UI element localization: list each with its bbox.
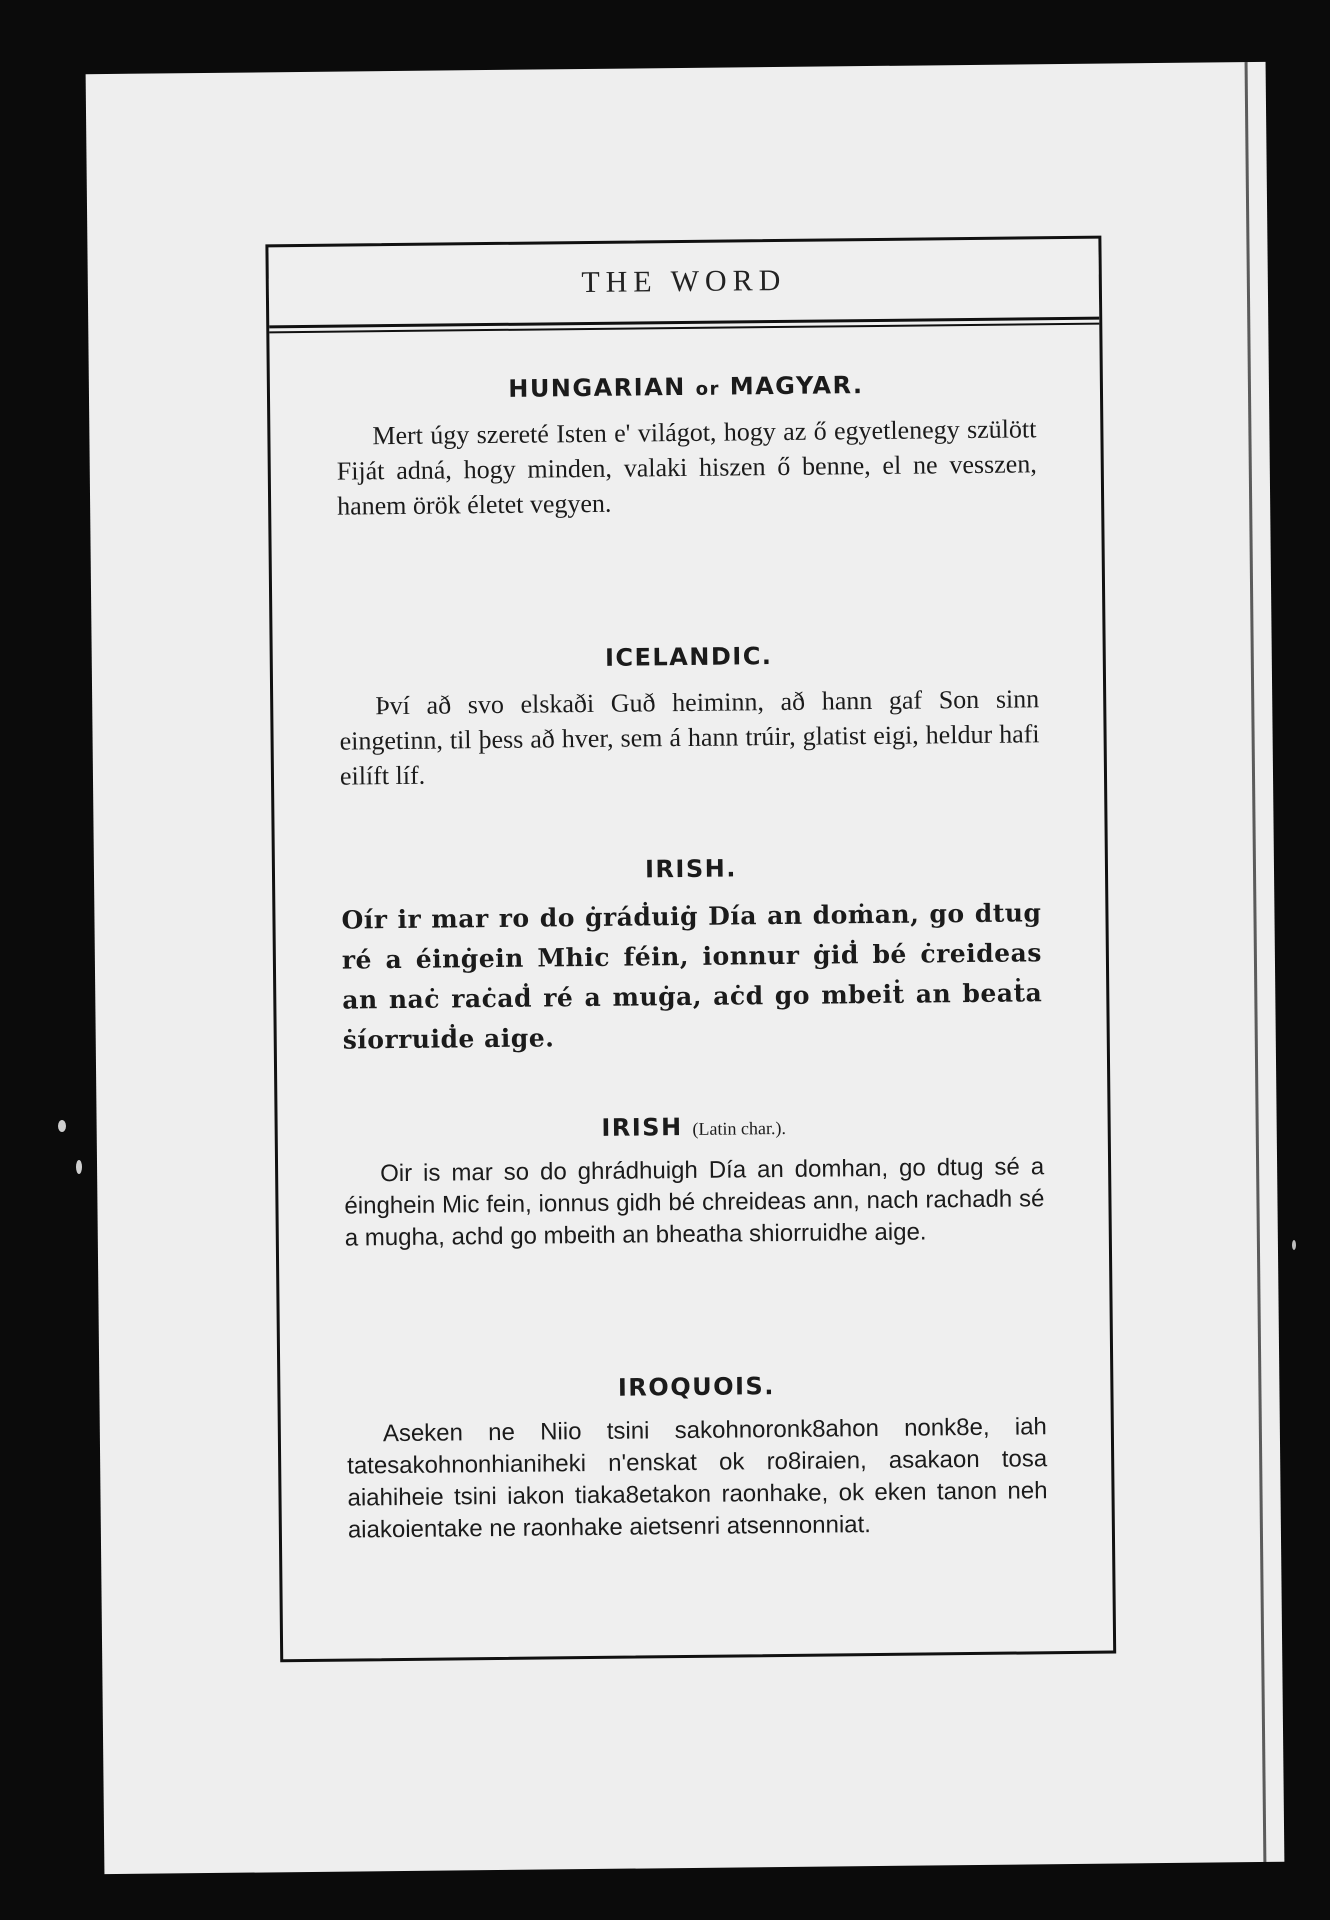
- section-irish-latin: [344, 1109, 1045, 1254]
- section-heading: IRISH.: [644, 854, 738, 884]
- section-heading: [336, 369, 1036, 404]
- section-text: Mert úgy szereté Isten e' világot, hogy az ő egyetlenegy szülött Fiját adná, hogy minden, valaki hiszen ő benne, el ne vesszen, hanem örök életet vegyen.: [336, 414, 1037, 521]
- running-title: THE WORD: [581, 263, 787, 300]
- section-text: Aseken ne Niio tsini sakohnoronk8ahon nonk8e, iah tatesakohnonhianiheki n'enskat ok ro8iraien, asakaon tosa aiahiheie tsini iakon tiaka8etakon raonhake, ok eken tanon neh aiakoientake ne raonhake aietsenri atsennonniat.: [347, 1413, 1048, 1544]
- section-heading: ICELANDIC.: [604, 642, 773, 672]
- scan-speck: [58, 1120, 66, 1132]
- section-hungarian: [336, 369, 1038, 523]
- page-edge-shadow: [1245, 62, 1267, 1862]
- heading-text-rest: MAGYAR.: [729, 371, 864, 401]
- scan-speck: [1292, 1240, 1296, 1250]
- section-iroquois: [346, 1369, 1048, 1546]
- section-irish: [341, 851, 1043, 1060]
- section-text: Oir is mar so do ghrádhuigh Día an domhan, go dtug sé a éinghein Mic fein, ionnus gidh bé chreideas ann, nach rachadh sé a mugha, achd go mbeith an bheatha shiorruidhe aige.: [344, 1153, 1045, 1252]
- heading-text: HUNGARIAN: [508, 372, 686, 403]
- heading-connector: or: [695, 378, 721, 400]
- heading-text: IRISH: [601, 1113, 683, 1142]
- section-text: Því að svo elskaði Guð heiminn, að hann gaf Son sinn eingetinn, til þess að hver, sem á hann trúir, glatist eigi, heldur hafi eilíft líf.: [339, 684, 1040, 791]
- book-page: [86, 62, 1285, 1874]
- section-heading: [344, 1109, 1044, 1144]
- text-frame: [265, 236, 1116, 1663]
- section-text: Oír ir mar ro do ġráḋuiġ Día an doṁan, go dtug ré a éinġein Mhic féin, ionnur ġiḋ bé ċreideas an naċ raċaḋ ré a muġa, aċd go mbeiṫ an beaṫa ṡíorruiḋe aige.: [341, 898, 1043, 1055]
- heading-note: (Latin char.).: [692, 1117, 787, 1139]
- section-heading: IROQUOIS.: [617, 1372, 775, 1402]
- page-header: [268, 239, 1099, 329]
- section-icelandic: [339, 639, 1041, 793]
- scan-speck: [76, 1160, 82, 1174]
